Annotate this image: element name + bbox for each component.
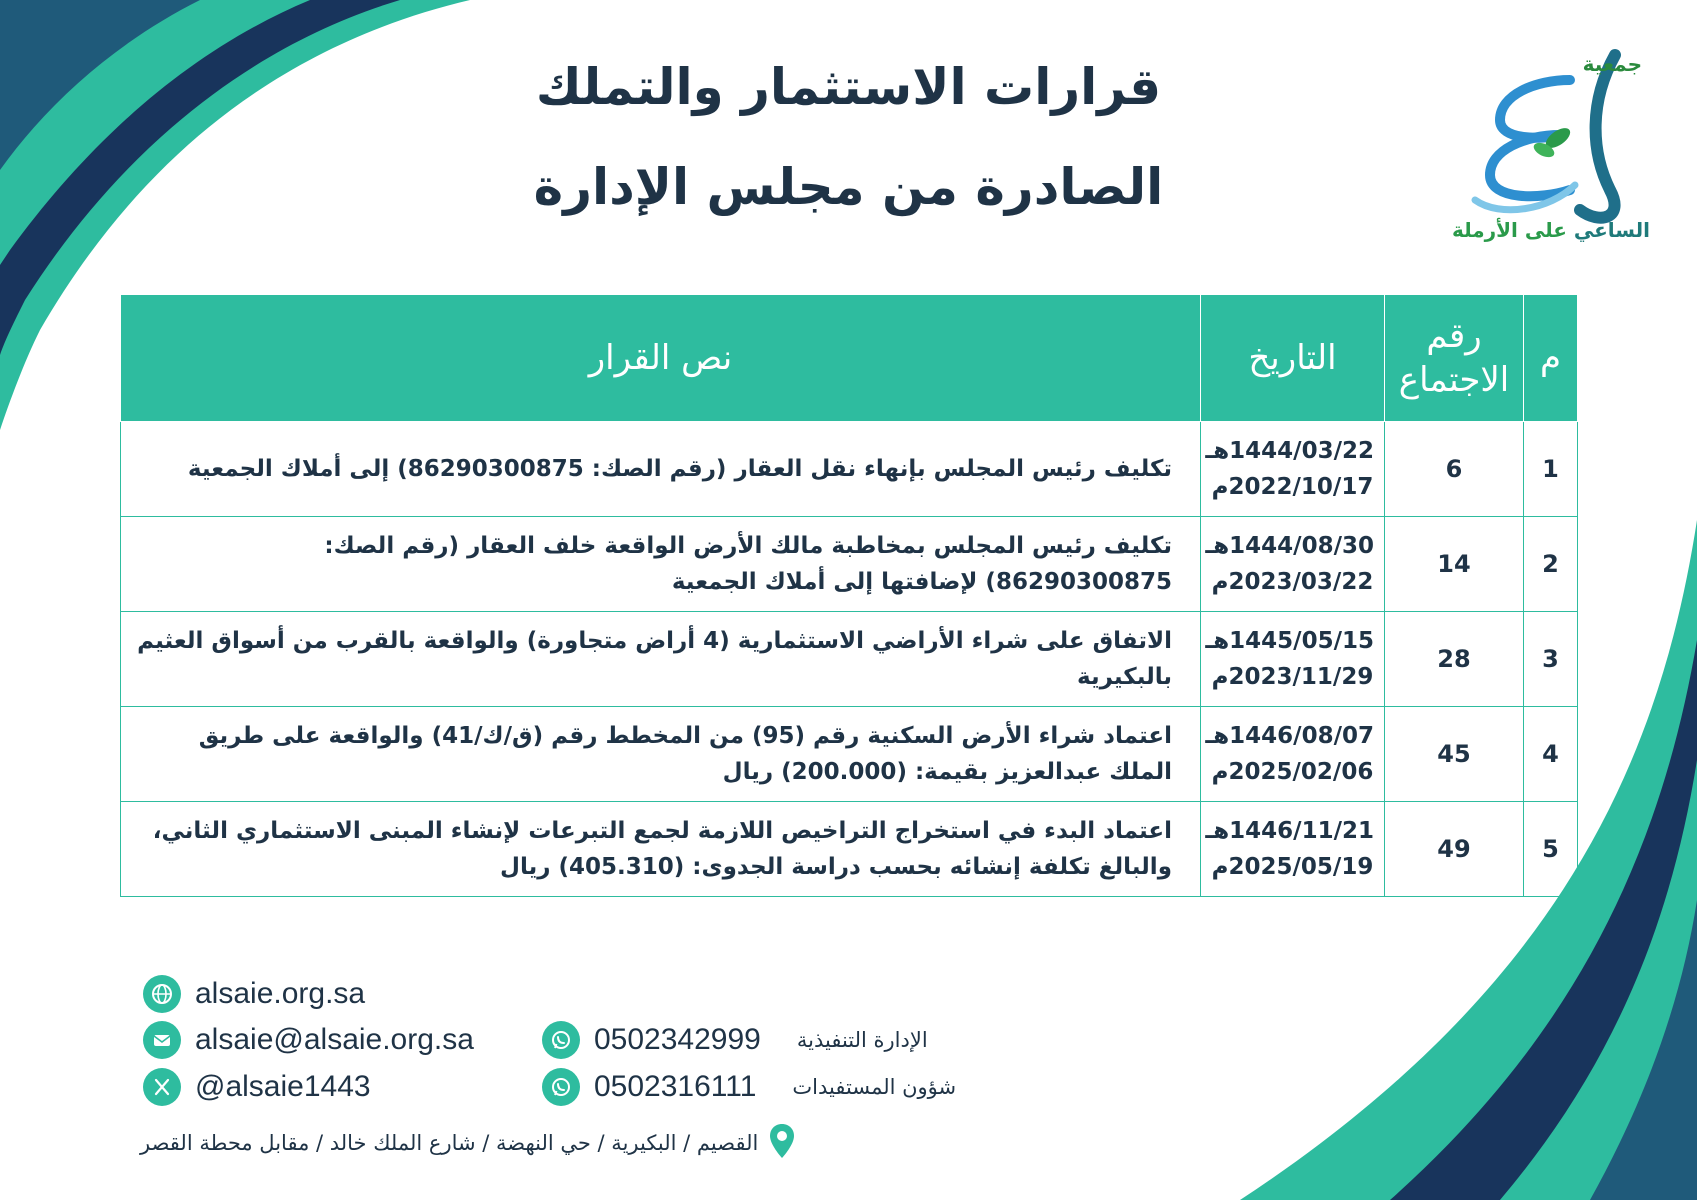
row-date (1201, 422, 1385, 517)
row-date-gregorian: 2025/02/06م (1211, 759, 1374, 785)
row-index: 4 (1524, 707, 1578, 802)
row-meeting-number: 6 (1385, 422, 1524, 517)
address (140, 1122, 796, 1164)
row-index: 5 (1524, 802, 1578, 897)
logo-subname: على الأرملة (1451, 218, 1567, 242)
page-title: قرارات الاستثمار والتملك (535, 58, 1162, 116)
row-decision-text: اعتماد البدء في استخراج التراخيص اللازمة لجمع التبرعات لإنشاء المبنى الاستثماري الثاني، والبالغ تكلفة إنشائه بحسب دراسة الجدوى: (405.310) ريال (121, 802, 1201, 897)
row-date (1201, 517, 1385, 612)
row-date (1201, 802, 1385, 897)
email-contact[interactable] (143, 1021, 474, 1059)
logo-top-text: جمعية (1582, 52, 1642, 76)
row-date-gregorian: 2022/10/17م (1211, 474, 1374, 500)
beneficiary-phone-label: شؤون المستفيدات (792, 1075, 957, 1099)
row-decision-text: الاتفاق على شراء الأراضي الاستثمارية (4 أراض متجاورة) والواقعة بالقرب من أسواق العثيم بالبكيرية (121, 612, 1201, 707)
page-subtitle: الصادرة من مجلس الإدارة (533, 158, 1164, 216)
table-row (121, 612, 1578, 707)
row-date (1201, 707, 1385, 802)
row-date-hijri: 1445/05/15هـ (1205, 628, 1374, 654)
row-decision-text: تكليف رئيس المجلس بإنهاء نقل العقار (رقم الصك: 86290300875) إلى أملاك الجمعية (121, 422, 1201, 517)
row-decision-text: اعتماد شراء الأرض السكنية رقم (95) من المخطط رقم (ق/ك/41) والواقعة على طريق الملك عبدالعزيز بقيمة: (200.000) ريال (121, 707, 1201, 802)
exec-phone-contact[interactable] (542, 1021, 928, 1059)
row-date-hijri: 1446/08/07هـ (1205, 723, 1374, 749)
twitter-contact[interactable] (143, 1068, 371, 1106)
row-meeting-number: 49 (1385, 802, 1524, 897)
row-date-gregorian: 2023/03/22م (1211, 569, 1374, 595)
whatsapp-icon (542, 1068, 580, 1106)
row-meeting-number: 28 (1385, 612, 1524, 707)
row-index: 3 (1524, 612, 1578, 707)
beneficiary-phone-number[interactable]: 0502316111 (594, 1070, 757, 1103)
row-date-hijri: 1444/03/22هـ (1205, 438, 1374, 464)
whatsapp-icon (542, 1021, 580, 1059)
table-row (121, 422, 1578, 517)
header-date: التاريخ (1201, 295, 1385, 422)
header-meeting-number (1385, 295, 1524, 422)
header-index: م (1524, 295, 1578, 422)
row-date (1201, 612, 1385, 707)
logo-bottom-text (1452, 218, 1650, 242)
beneficiary-phone-contact[interactable] (542, 1068, 956, 1106)
logo-name: الساعي (1573, 218, 1650, 242)
row-date-gregorian: 2023/11/29م (1211, 664, 1374, 690)
x-twitter-icon (143, 1068, 181, 1106)
row-date-gregorian: 2025/05/19م (1211, 854, 1374, 880)
exec-phone-label: الإدارة التنفيذية (796, 1028, 928, 1052)
website-link[interactable]: alsaie.org.sa (195, 977, 366, 1010)
table-row (121, 517, 1578, 612)
email-link[interactable]: alsaie@alsaie.org.sa (195, 1023, 474, 1056)
table-row (121, 802, 1578, 897)
header-decision-text: نص القرار (121, 295, 1201, 422)
exec-phone-number[interactable]: 0502342999 (594, 1023, 761, 1056)
row-date-hijri: 1446/11/21هـ (1205, 818, 1374, 844)
row-date-hijri: 1444/08/30هـ (1205, 533, 1374, 559)
table-row (121, 707, 1578, 802)
location-pin-icon (768, 1122, 796, 1164)
twitter-handle[interactable]: @alsaie1443 (195, 1070, 371, 1103)
row-index: 2 (1524, 517, 1578, 612)
decisions-table (120, 294, 1578, 897)
row-meeting-number: 14 (1385, 517, 1524, 612)
row-decision-text: تكليف رئيس المجلس بمخاطبة مالك الأرض الواقعة خلف العقار (رقم الصك: 86290300875) لإضافتها إلى أملاك الجمعية (121, 517, 1201, 612)
email-icon (143, 1021, 181, 1059)
table-header-row (121, 295, 1578, 422)
header-meeting-line1: رقم (1426, 316, 1482, 356)
address-text: القصيم / البكيرية / حي النهضة / شارع الملك خالد / مقابل محطة القصر (140, 1131, 759, 1155)
header-meeting-line2: الاجتماع (1398, 360, 1510, 400)
globe-icon (143, 975, 181, 1013)
row-meeting-number: 45 (1385, 707, 1524, 802)
website-contact[interactable] (143, 975, 365, 1013)
row-index: 1 (1524, 422, 1578, 517)
